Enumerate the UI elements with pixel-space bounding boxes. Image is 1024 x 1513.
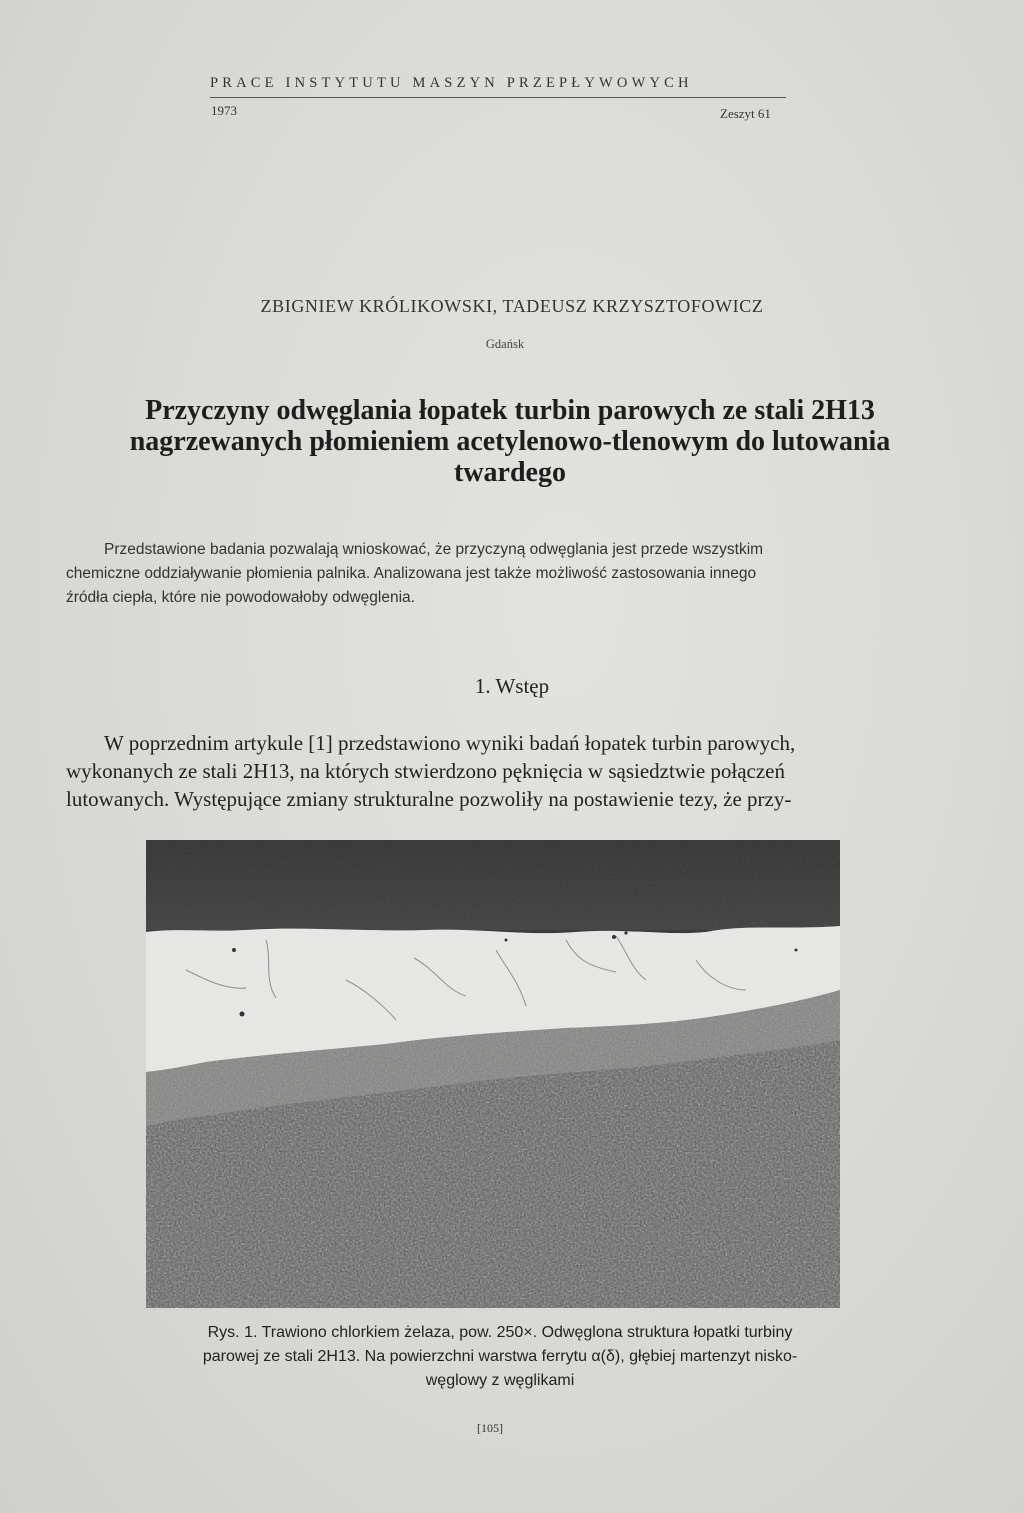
publication-year: 1973 [211,103,237,118]
caption-line: parowej ze stali 2H13. Na powierzchni warstwa ferrytu α(δ), głębiej martenzyt nisko- [202,1348,798,1365]
header-rule [210,97,786,98]
body-line: W poprzednim artykule [1] przedstawiono wyniki badań łopatek turbin parowych, [104,731,796,755]
body-line: wykonanych ze stali 2H13, na których stwierdzono pęknięcia w sąsiedztwie połączeń [66,759,786,783]
title-line: nagrzewanych płomieniem acetylenowo-tlenowym do lutowania [129,426,891,457]
abstract-line: źródła ciepła, które nie powodowałoby odwęglenia. [66,589,415,606]
section-heading: 1. Wstęp [474,674,550,698]
title-line: twardego [454,457,566,488]
abstract-line: chemiczne oddziaływanie płomienia palnika. Analizowana jest także możliwość zastosowania innego [66,565,757,582]
issue-number: Zeszyt 61 [720,106,771,121]
body-paragraph [66,729,966,813]
abstract-line: Przedstawione badania pozwalają wnioskować, że przyczyną odwęglania jest przede wszystkim [104,541,764,558]
figure-caption [120,1321,880,1393]
caption-line: Rys. 1. Trawiono chlorkiem żelaza, pow. 250×. Odwęglona struktura łopatki turbiny [207,1324,793,1341]
article-title [100,395,920,488]
authors: ZBIGNIEW KRÓLIKOWSKI, TADEUSZ KRZYSZTOFOWICZ [260,296,764,316]
journal-name: PRACE INSTYTUTU MASZYN PRZEPŁYWOWYCH [210,75,693,91]
micrograph-figure [146,840,840,1308]
caption-line: węglowy z węglikami [425,1372,575,1389]
affiliation-city: Gdańsk [485,337,525,351]
title-line: Przyczyny odwęglania łopatek turbin parowych ze stali 2H13 [145,395,875,426]
body-line: lutowanych. Występujące zmiany strukturalne pozwoliły na postawienie tezy, że przy- [66,787,792,811]
abstract [66,538,962,610]
page-number: [105] [477,1421,503,1435]
micrograph-image [146,840,840,1308]
